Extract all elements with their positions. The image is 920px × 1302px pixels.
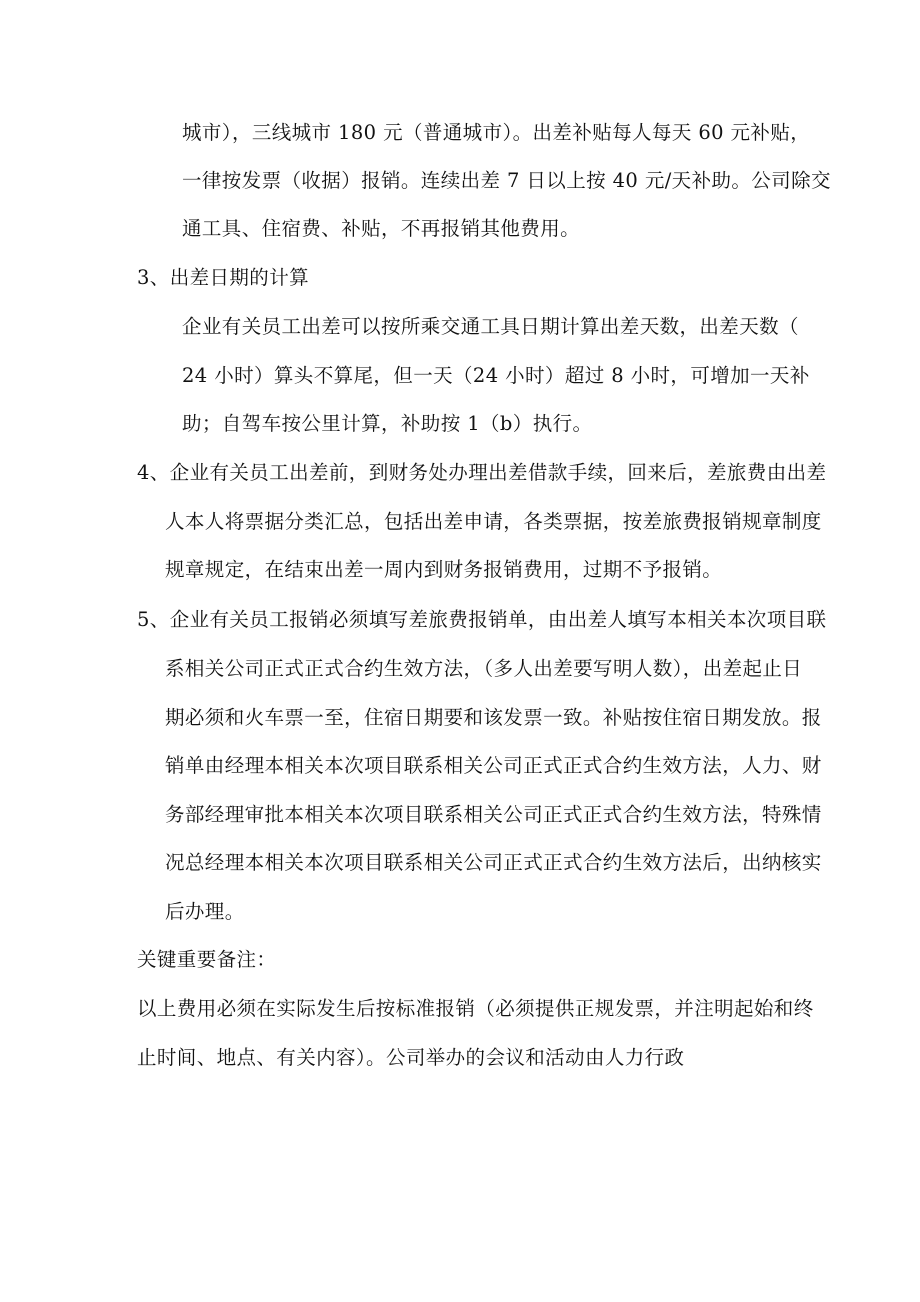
item5-line-1: 5、企业有关员工报销必须填写差旅费报销单，由出差人填写本相关本次项目联 <box>137 608 827 631</box>
item3-heading: 3、出差日期的计算 <box>137 266 310 289</box>
item5-line-4: 销单由经理本相关本次项目联系相关公司正式正式合约生效方法，人力、财 <box>165 754 822 777</box>
item4-line-2: 人本人将票据分类汇总，包括出差申请，各类票据，按差旅费报销规章制度 <box>165 510 822 533</box>
item3-line-2: 24 小时）算头不算尾，但一天（24 小时）超过 8 小时，可增加一天补 <box>182 364 810 387</box>
remarks-line-1: 以上费用必须在实际发生后按标准报销（必须提供正规发票，并注明起始和终 <box>137 997 814 1020</box>
remarks-heading: 关键重要备注： <box>137 948 277 971</box>
item5-line-6: 况总经理本相关本次项目联系相关公司正式正式合约生效方法后，出纳核实 <box>165 851 822 874</box>
item5-line-3: 期必须和火车票一至，住宿日期要和该发票一致。补贴按住宿日期发放。报 <box>165 706 822 729</box>
section2-line-1: 城市），三线城市 180 元（普通城市）。出差补贴每人每天 60 元补贴， <box>182 121 811 144</box>
item4-line-3: 规章规定，在结束出差一周内到财务报销费用，过期不予报销。 <box>165 558 723 581</box>
item5-line-5: 务部经理审批本相关本次项目联系相关公司正式正式合约生效方法，特殊情 <box>165 803 822 826</box>
item3-line-1: 企业有关员工出差可以按所乘交通工具日期计算出差天数，出差天数（ <box>182 315 799 338</box>
section2-line-2: 一律按发票（收据）报销。连续出差 7 日以上按 40 元/天补助。公司除交 <box>182 169 831 192</box>
remarks-line-2: 止时间、地点、有关内容）。公司举办的会议和活动由人力行政 <box>137 1046 685 1069</box>
item5-line-2: 系相关公司正式正式合约生效方法，（多人出差要写明人数），出差起止日 <box>165 657 803 680</box>
item5-line-7: 后办理。 <box>165 900 245 923</box>
item4-line-1: 4、企业有关员工出差前，到财务处办理出差借款手续，回来后，差旅费由出差 <box>137 461 827 484</box>
item3-line-3: 助；自驾车按公里计算，补助按 1（b）执行。 <box>182 412 593 435</box>
section2-line-3: 通工具、住宿费、补贴，不再报销其他费用。 <box>182 217 581 240</box>
